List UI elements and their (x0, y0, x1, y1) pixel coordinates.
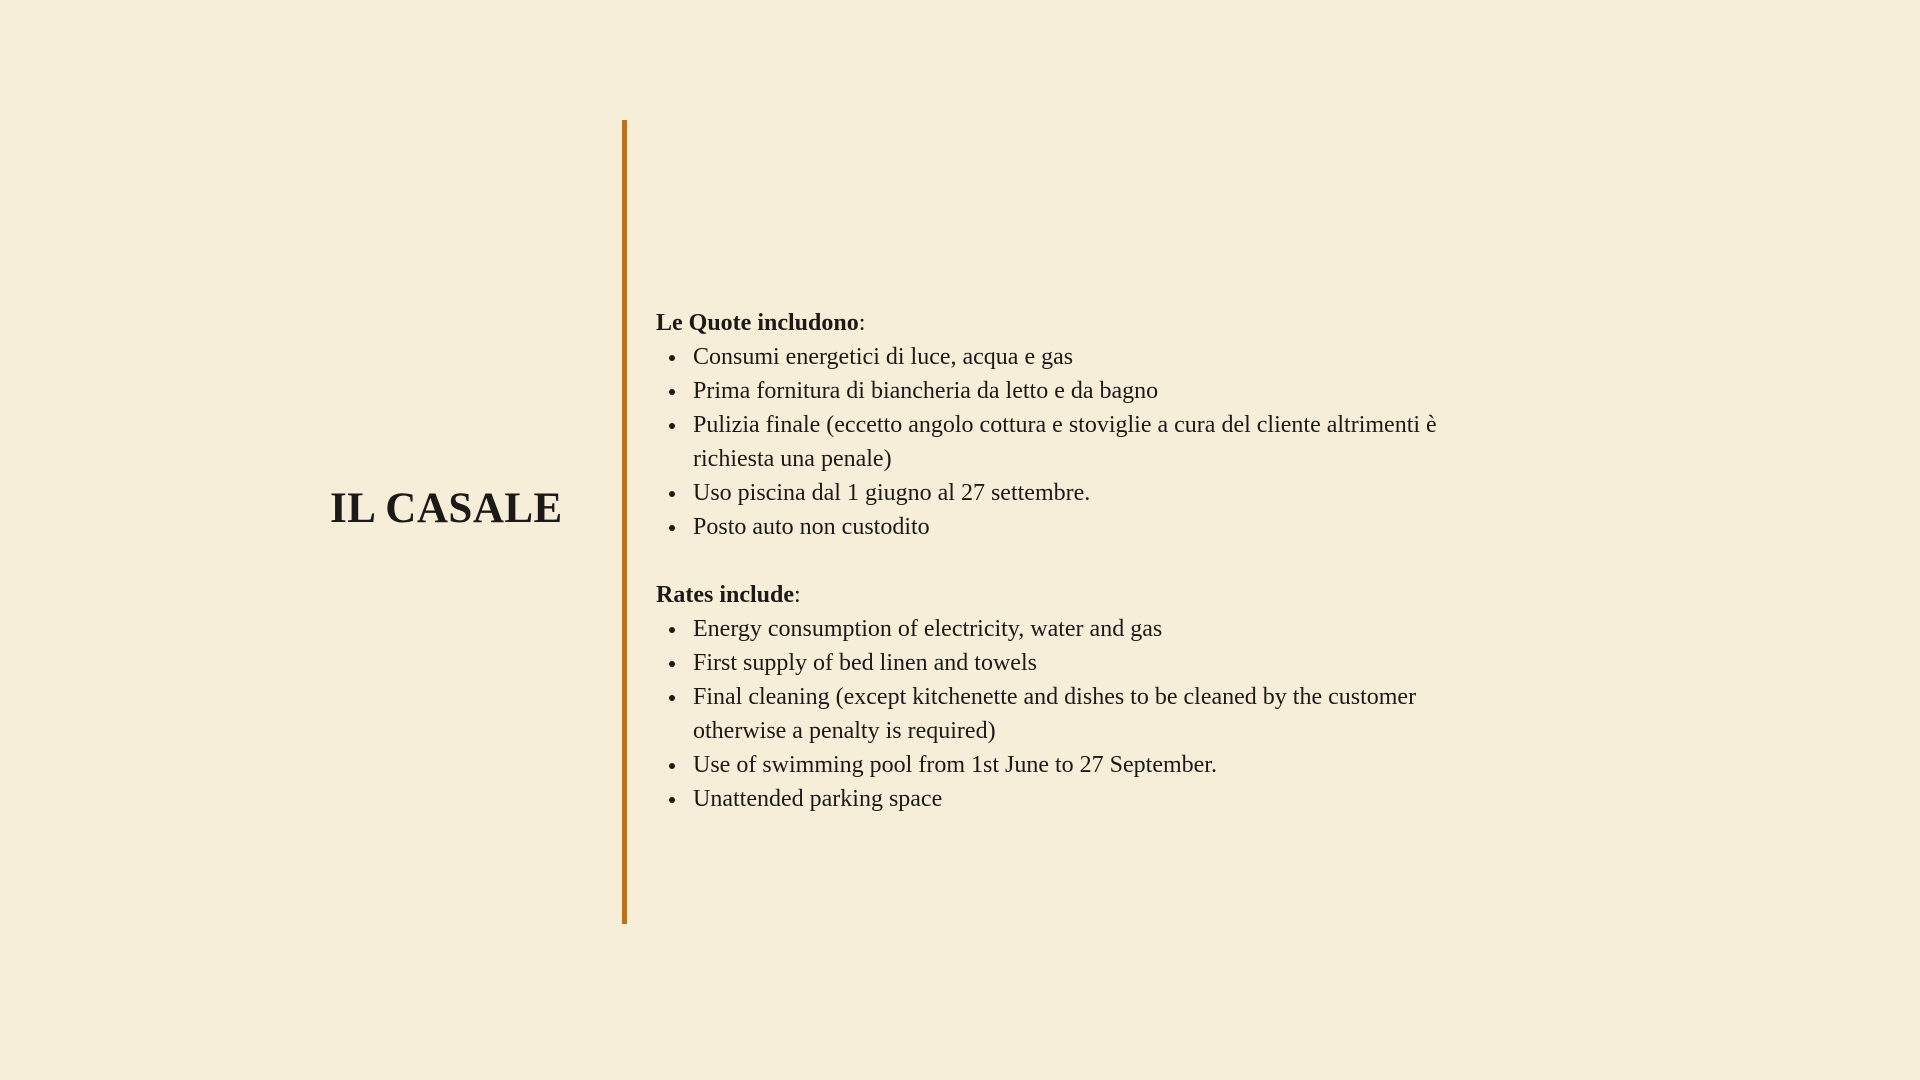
italian-heading: Le Quote includono: (656, 310, 866, 336)
rates-content (656, 306, 1476, 816)
list-item: Prima fornitura di biancheria da letto e da bagno (693, 374, 1476, 408)
italian-section (656, 306, 1476, 544)
list-item: Use of swimming pool from 1st June to 27 September. (693, 748, 1476, 782)
english-section (656, 578, 1476, 816)
english-list (656, 612, 1476, 816)
page-title: IL CASALE (330, 485, 563, 532)
list-item: Posto auto non custodito (693, 510, 1476, 544)
italian-heading-text: Le Quote includono (656, 310, 859, 336)
list-item: Unattended parking space (693, 782, 1476, 816)
list-item: Energy consumption of electricity, water and gas (693, 612, 1476, 646)
list-item: Consumi energetici di luce, acqua e gas (693, 340, 1476, 374)
english-heading-text: Rates include (656, 582, 794, 608)
list-item: Pulizia finale (eccetto angolo cottura e stoviglie a cura del cliente altrimenti è richiesta una penale) (693, 408, 1476, 476)
vertical-divider (622, 120, 627, 924)
italian-list (656, 340, 1476, 544)
list-item: Final cleaning (except kitchenette and dishes to be cleaned by the customer otherwise a penalty is required) (693, 680, 1476, 748)
section-spacer (656, 544, 1476, 578)
list-item: First supply of bed linen and towels (693, 646, 1476, 680)
list-item: Uso piscina dal 1 giugno al 27 settembre. (693, 476, 1476, 510)
english-heading: Rates include: (656, 582, 801, 608)
